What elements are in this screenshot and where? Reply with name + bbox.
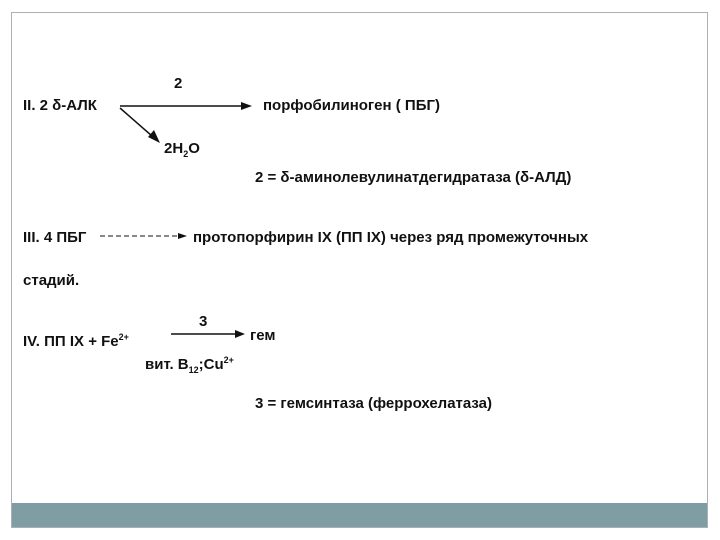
reaction2-side-arrow <box>120 108 152 136</box>
reaction3-continuation: стадий. <box>23 272 80 289</box>
reaction4-cofactors: вит. $B_{12};Cu^{2+}$ <box>145 355 234 375</box>
reaction4-enzyme-number: 3 <box>199 313 208 330</box>
reaction2-enzyme-note: 2 = δ-аминолевулинатдегидратаза (δ-АЛД) <box>255 169 572 186</box>
reaction2-product: порфобилиноген ( ПБГ) <box>263 97 440 114</box>
reaction4-product: гем <box>250 327 276 344</box>
reaction4-substrates: IV. ПП IX + $Fe^{2+}$ <box>23 332 129 350</box>
reaction2-byproduct: $2H_2O$ <box>164 140 200 159</box>
reaction4-arrowhead <box>235 330 245 338</box>
reaction3-arrowhead <box>178 233 187 239</box>
reaction3-product: протопорфирин IX (ПП IX) через ряд промежуточных <box>193 229 589 246</box>
reaction2-substrate: II. 2 δ-АЛК <box>23 97 97 114</box>
reaction4-enzyme-note: 3 = гемсинтаза (феррохелатаза) <box>255 395 493 412</box>
reaction2-side-arrowhead <box>148 130 160 143</box>
reaction3-substrate: III. 4 ПБГ <box>23 229 87 246</box>
reaction2-main-arrowhead <box>241 102 252 110</box>
reaction2-enzyme-number: 2 <box>174 75 183 92</box>
